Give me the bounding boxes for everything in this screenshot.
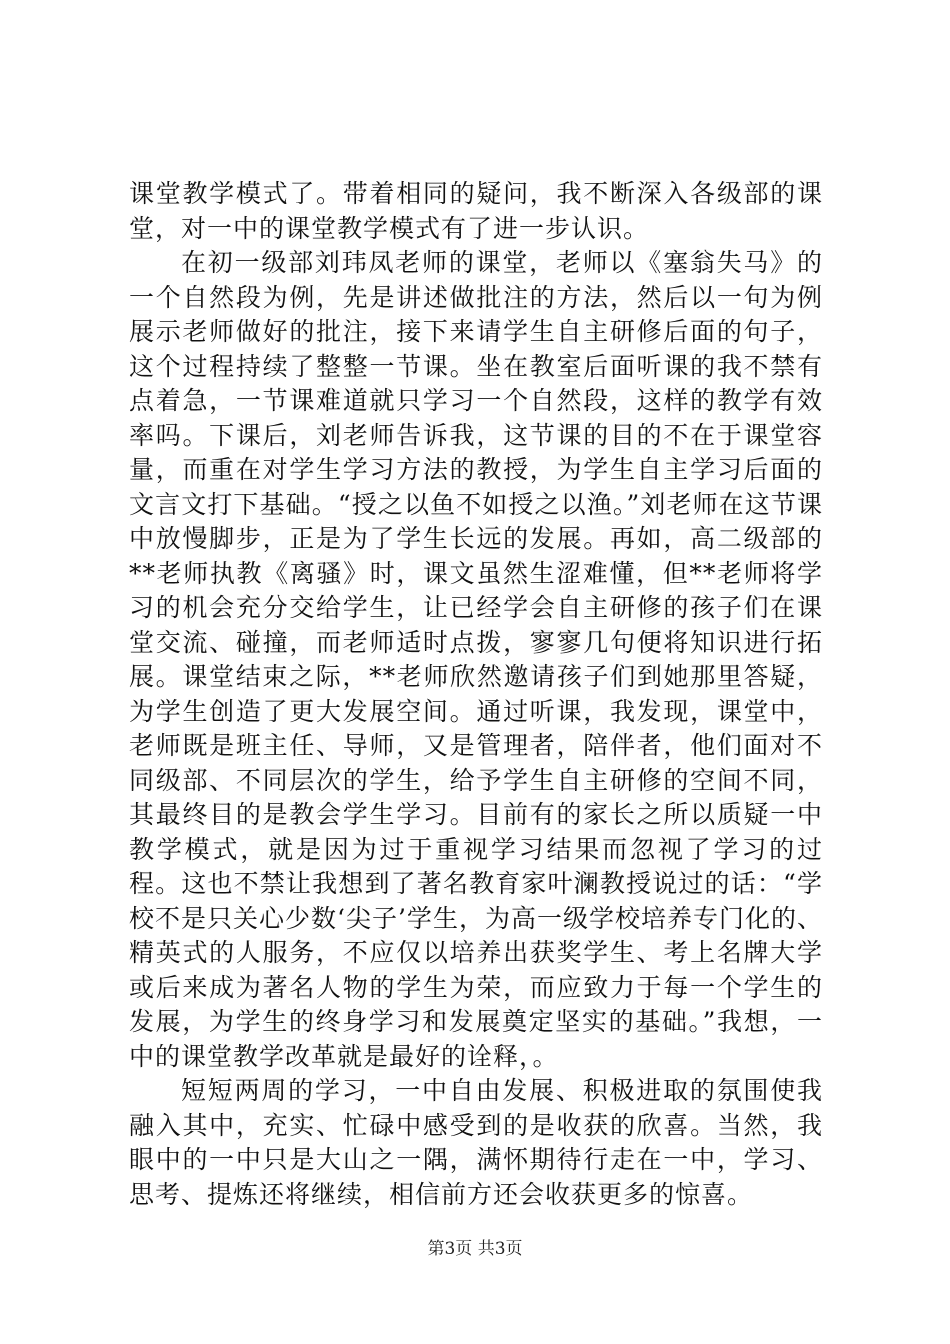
paragraph-continuation: 课堂教学模式了。带着相同的疑问，我不断深入各级部的课堂，对一中的课堂教学模式有了进一步认识。 — [129, 179, 823, 243]
paragraph-conclusion: 短短两周的学习，一中自由发展、积极进取的氛围使我融入其中，充实、忙碌中感受到的是收获的欣喜。当然，我眼中的一中只是大山之一隅，满怀期待行走在一中，学习、思考、提炼还将继续，相信前方还会收获更多的惊喜。 — [129, 1076, 823, 1209]
paragraph-classroom-observation: 在初一级部刘玮凤老师的课堂，老师以《塞翁失马》的一个自然段为例，先是讲述做批注的方法，然后以一句为例展示老师做好的批注，接下来请学生自主研修后面的句子，这个过程持续了整整一节课。坐在教室后面听课的我不禁有点着急，一节课难道就只学习一个自然段，这样的教学有效率吗。下课后，刘老师告诉我，这节课的目的不在于课堂容量，而重在对学生学习方法的教授，为学生自主学习后面的文言文打下基础。“授之以鱼不如授之以渔。”刘老师在这节课中放慢脚步，正是为了学生长远的发展。再如，高二级部的**老师执教《离骚》时，课文虽然生涩难懂，但**老师将学习的机会充分交给学生，让已经学会自主研修的孩子们在课堂交流、碰撞，而老师适时点拨，寥寥几句便将知识进行拓展。课堂结束之际，**老师欣然邀请孩子们到她那里答疑，为学生创造了更大发展空间。通过听课，我发现，课堂中，老师既是班主任、导师，又是管理者，陪伴者，他们面对不同级部、不同层次的学生，给予学生自主研修的空间不同，其最终目的是教会学生学习。目前有的家长之所以质疑一中教学模式，就是因为过于重视学习结果而忽视了学习的过程。这也不禁让我想到了著名教育家叶澜教授说过的话：“学校不是只关心少数‘尖子’学生，为高一级学校培养专门化的、精英式的人服务，不应仅以培养出获奖学生、考上名牌大学或后来成为著名人物的学生为荣，而应致力于每一个学生的发展，为学生的终身学习和发展奠定坚实的基础。”我想，一中的课堂教学改革就是最好的诠释，。 — [129, 248, 823, 1071]
document-body — [129, 177, 823, 1212]
page-number-footer: 第3页 共3页 — [427, 1239, 523, 1259]
